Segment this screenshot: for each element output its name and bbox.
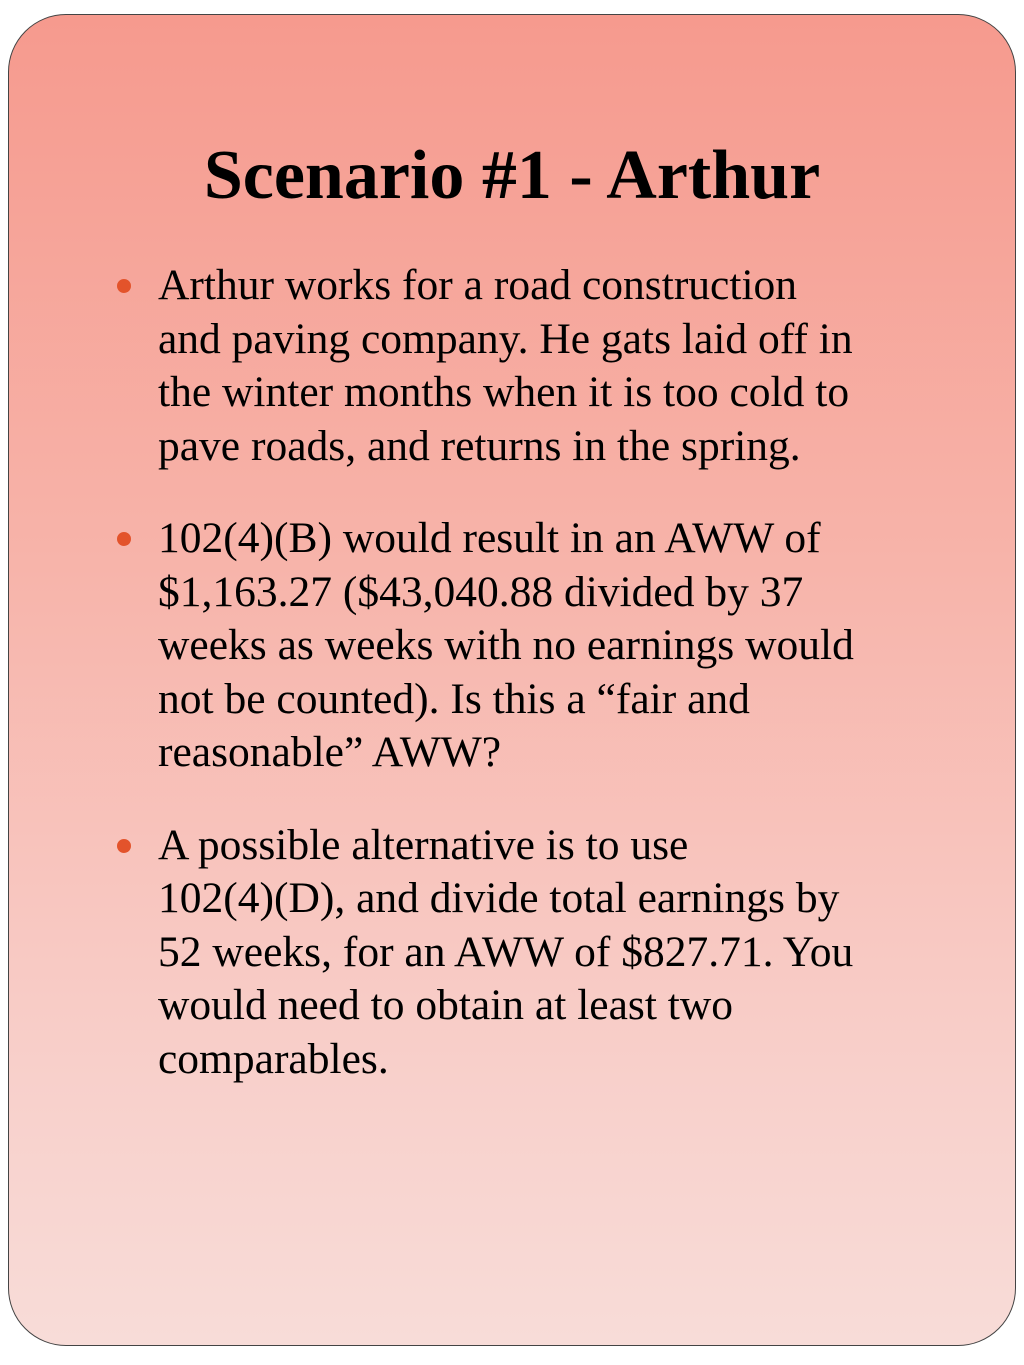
bullet-text-line: A possible alternative is to use (158, 820, 689, 869)
bullet-text-line: comparables. (158, 1034, 389, 1083)
bullet-text-line: the winter months when it is too cold to (158, 368, 850, 416)
slide-title: Scenario #1 - Arthur (203, 137, 821, 214)
slide (8, 14, 1016, 1346)
bullet-text-line: and paving company. He gats laid off in (158, 314, 853, 363)
bullet-dot-icon (117, 279, 131, 293)
bullet-item (158, 819, 978, 1087)
bullet-text-line: 102(4)(B) would result in an AWW of (158, 514, 821, 562)
bullet-text-line: 102(4)(D), and divide total earnings by (158, 874, 840, 922)
bullet-list (158, 259, 978, 1086)
bullet-text-line: $1,163.27 ($43,040.88 divided by 37 (158, 567, 804, 616)
bullet-text-line: reasonable” AWW? (158, 728, 502, 776)
bullet-text-line: would need to obtain at least two (158, 981, 734, 1029)
bullet-text-line: not be counted). Is this a “fair and (158, 674, 750, 723)
bullet-text-line: 52 weeks, for an AWW of $827.71. You (158, 927, 854, 976)
bullet-text-line: pave roads, and returns in the spring. (158, 421, 801, 470)
bullet-text-line: weeks as weeks with no earnings would (158, 621, 854, 669)
bullet-dot-icon (117, 839, 131, 853)
bullet-item (158, 259, 978, 473)
bullet-text-line: Arthur works for a road construction (158, 261, 798, 309)
bullet-item (158, 512, 978, 780)
bullet-dot-icon (117, 532, 131, 546)
